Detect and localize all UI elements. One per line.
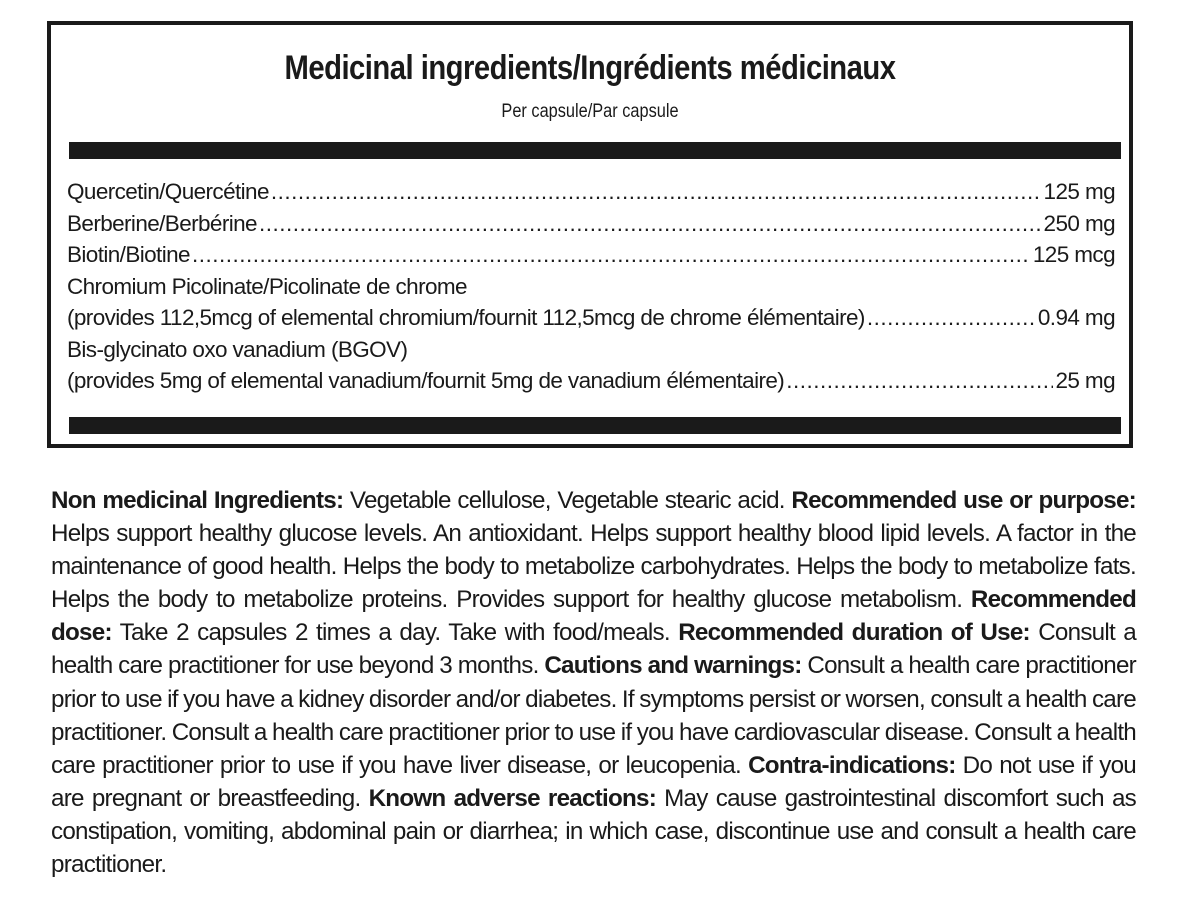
medicinal-ingredients-panel (47, 21, 1133, 448)
ingredient-list (67, 176, 1115, 397)
ingredient-amount: 25 mg (1055, 368, 1115, 393)
ingredient-name: Biotin/Biotine (67, 242, 190, 267)
dot-leader (259, 208, 1042, 240)
recommended-dose-text: Take 2 capsules 2 times a day. Take with food/meals. (111, 619, 679, 647)
ingredient-row-vanadium-detail (67, 365, 1115, 397)
panel-title: Medicinal ingredients/Ingrédients médicinaux (284, 49, 896, 87)
ingredient-name: Berberine/Berbérine (67, 210, 257, 236)
ingredient-row-quercetin (67, 176, 1115, 208)
ingredient-name: (provides 112,5mcg of elemental chromium/fournit 112,5mcg de chrome élémentaire) (67, 305, 865, 330)
recommended-use-text: Helps support healthy glucose levels. An antioxidant. Helps support healthy blood lipid levels. A factor in the maintenance of good health. Helps the body to metabolize carbohydrates. Helps the body to metabolize fats. Helps the body to metabolize proteins. Provides support for healthy glucose metabolism. (51, 520, 1136, 614)
contra-indications-label: Contra-indications: (748, 751, 956, 779)
adverse-reactions-text: May cause gastrointestinal discomfort such as constipation, vomiting, abdominal pain or diarrhea; in which case, discontinue use and consult a health care practitioner. (51, 784, 1136, 879)
dot-leader (786, 365, 1053, 397)
product-information-text (51, 484, 1136, 881)
ingredient-name: (provides 5mg of elemental vanadium/fournit 5mg de vanadium élémentaire) (67, 368, 785, 393)
recommended-use-label: Recommended use or purpose: (791, 487, 1136, 514)
adverse-reactions-label: Known adverse reactions: (368, 784, 657, 812)
ingredient-row-biotin (67, 239, 1115, 271)
ingredient-amount: 250 mg (1043, 210, 1115, 236)
ingredient-amount: 0.94 mg (1037, 305, 1115, 330)
bottom-divider-bar (69, 417, 1121, 434)
non-medicinal-label: Non medicinal Ingredients: (51, 487, 344, 514)
ingredient-name: Bis-glycinato oxo vanadium (BGOV) (67, 336, 408, 362)
ingredient-row-vanadium (67, 334, 1115, 366)
cautions-label: Cautions and warnings: (544, 652, 802, 680)
recommended-duration-text: Consult a health care practitioner for use beyond 3 months. (51, 619, 1137, 680)
ingredient-name: Chromium Picolinate/Picolinate de chrome (67, 273, 467, 299)
dot-leader (867, 302, 1036, 334)
ingredient-amount: 125 mcg (1032, 242, 1115, 267)
dot-leader (271, 176, 1042, 208)
ingredient-amount: 125 mg (1043, 179, 1115, 204)
top-divider-bar (69, 142, 1121, 159)
ingredient-name: Quercetin/Quercétine (67, 179, 269, 204)
recommended-duration-label: Recommended duration of Use: (678, 619, 1030, 647)
dot-leader (192, 239, 1031, 271)
non-medicinal-text: Vegetable cellulose, Vegetable stearic acid. (343, 487, 792, 514)
ingredient-row-chromium (67, 271, 1115, 303)
contra-indications-text: Do not use if you are pregnant or breastfeeding. (51, 751, 1137, 812)
cautions-text: Consult a health care practitioner prior to use if you have a kidney disorder and/or diabetes. If symptoms persist or worsen, consult a health care practitioner. Consult a health care practitioner prior to use if you have cardiovascular disease. Consult a health care practitioner prior to use if you have liver disease, or leucopenia. (51, 652, 1136, 779)
ingredient-row-berberine (67, 208, 1115, 240)
panel-subtitle: Per capsule/Par capsule (501, 101, 679, 122)
ingredient-row-chromium-detail (67, 302, 1115, 334)
recommended-dose-label: Recommended dose: (51, 586, 1136, 647)
